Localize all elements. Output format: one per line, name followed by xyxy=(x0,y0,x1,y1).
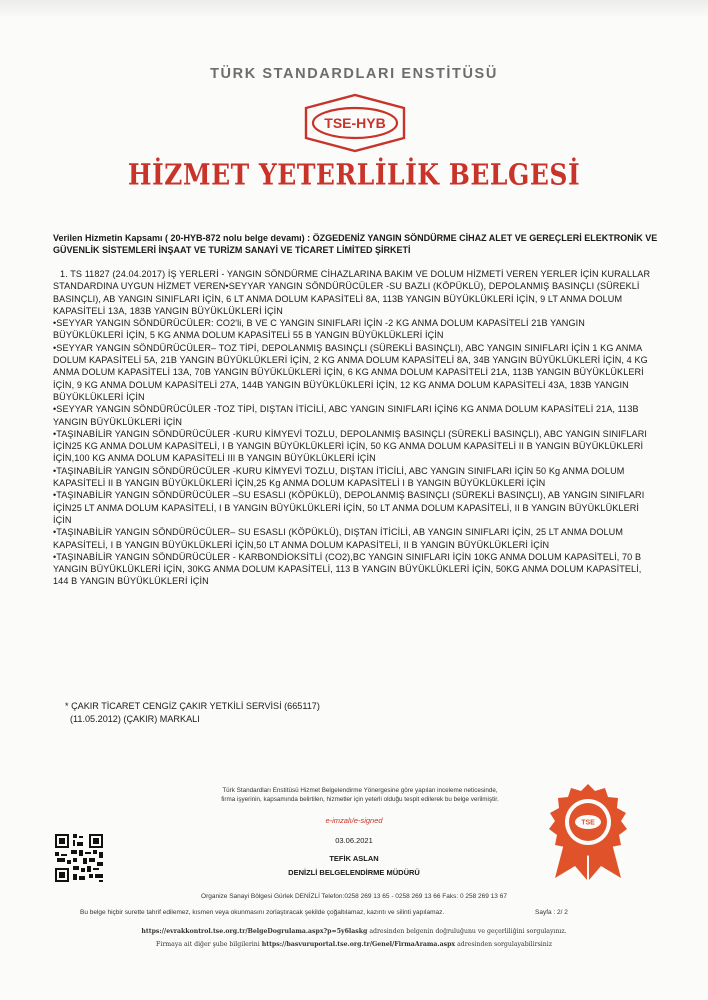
institute-name: TÜRK STANDARDLARI ENSTİTÜSÜ xyxy=(210,66,498,82)
scope-item: •TAŞINABİLİR YANGIN SÖNDÜRÜCÜLER -KURU KİMYEVİ TOZLU, DEPOLANMIŞ BASINÇLI (SÜREKLİ BASINÇLI), ABC YANGIN SINIFLARI İÇİN25 KG ANMA DOLUM KAPASİTELİ, I B YANGIN BÜYÜKLÜKLERİ İÇİN, 50 KG ANMA DOLUM KAPASİTELİ II B YANGIN BÜYÜKLÜKLERİ İÇİN,100 KG ANMA DOLUM KAPASİTELİ III B YANGIN BÜYÜKLÜKLERİ İÇİN xyxy=(53,428,648,464)
statement-line: Türk Standardları Enstitüsü Hizmet Belgelendirme Yönergesine göre yapılan inceleme neticesinde, xyxy=(222,787,498,794)
statement-line: firma işyerinin, kapsamında belirtilen, hizmetler için yeterli olduğu tespit edilerek bu belge verilmiştir. xyxy=(221,796,499,803)
tamper-warning: Bu belge hiçbir surette tahrif edilemez, kısmen veya okunmasını zorlaştıracak şekilde çoğaltılamaz, kazıntı ve silinti yapılamaz. xyxy=(80,909,445,916)
branch-info-prefix: Firmaya ait diğer şube bilgilerini xyxy=(156,941,262,948)
scope-item: •TAŞINABİLİR YANGIN SÖNDÜRÜCÜLER –SU ESASLI (KÖPÜKLÜ), DEPOLANMIŞ BASINÇLI (SÜREKLİ BASINÇLI), AB YANGIN SINIFLARI İÇİN25 LT ANMA DOLUM KAPASİTELİ, I B YANGIN BÜYÜKLÜKLERİ İÇİN, 50 LT ANMA DOLUM KAPASİTELİ, II B YANGIN BÜYÜKLÜKLERİ İÇİN xyxy=(53,490,645,525)
certification-statement xyxy=(120,786,600,804)
scope-item: •SEYYAR YANGIN SÖNDÜRÜCÜLER -TOZ TİPİ, DIŞTAN İTİCİLİ, ABC YANGIN SINIFLARI İÇİN6 KG ANMA DOLUM KAPASİTELİ 21A, 113B YANGIN BÜYÜKLÜKLERİ İÇİN xyxy=(53,404,639,427)
verification-text: adresinden belgenin doğruluğunu ve geçerliliğini sorgulayınız. xyxy=(367,928,567,935)
tse-seal-icon xyxy=(543,782,633,882)
scope-item: •SEYYAR YANGIN SÖNDÜRÜCÜLER– TOZ TİPİ, DEPOLANMIŞ BASINÇLI (SÜREKLİ BASINÇLI), ABC YANGIN SINIFLARI İÇİN 1 KG ANMA DOLUM KAPASİTELİ 5A, 21B YANGIN BÜYÜKLÜKLERİ İÇİN, 2 KG ANMA DOLUM KAPASİTELİ 8A, 34B YANGIN BÜYÜKLÜKLERİ İÇİN, 4 KG ANMA DOLUM KAPASİTELİ 13A, 70B YANGIN BÜYÜKLÜKLERİ İÇİN, 6 KG ANMA DOLUM KAPASİTELİ 21A, 113B YANGIN BÜYÜKLÜKLERİ İÇİN, 9 KG ANMA DOLUM KAPASİTELİ 27A, 144B YANGIN BÜYÜKLÜKLERİ İÇİN, 12 KG ANMA DOLUM KAPASİTELİ 43A, 183B YANGIN BÜYÜKLÜKLERİ İÇİN xyxy=(53,342,648,402)
scope-item: •TAŞINABİLİR YANGIN SÖNDÜRÜCÜLER– SU ESASLI (KÖPÜKLÜ), DIŞTAN İTİCİLİ, AB YANGIN SINIFLARI İÇİN, 25 LT ANMA DOLUM KAPASİTELİ, I B YANGIN BÜYÜKLÜKLERİ İÇİN,50 LT ANMA DOLUM KAPASİTELİ, II B YANGIN BÜYÜKLÜKLERİ İÇİN xyxy=(53,527,624,550)
signer-name: TEFİK ASLAN xyxy=(329,854,379,863)
qr-code-icon xyxy=(53,832,105,884)
scope-item: 1. TS 11827 (24.04.2017) İŞ YERLERİ - YANGIN SÖNDÜRME CİHAZLARINA BAKIM VE DOLUM HİZMETİ VEREN YERLER İÇİN KURALLAR STANDARDINA UYGUN HİZMET VEREN•SEYYAR YANGIN SÖNDÜRÜCÜLER -SU BAZLI (KÖPÜKLÜ), DEPOLANMIŞ BASINÇLI (SÜREKLİ BASINÇLI), AB YANGIN SINIFLARI İÇİN, 6 LT ANMA DOLUM KAPASİTELİ 8A, 113B YANGIN BÜYÜKLÜKLERİ İÇİN, 9 LT ANMA DOLUM KAPASİTELİ 13A, 183B YANGIN BÜYÜKLÜKLERİ İÇİN xyxy=(53,269,651,316)
supplier-line: (11.05.2012) (ÇAKIR) MARKALI xyxy=(70,714,200,724)
page-value: 2/ 2 xyxy=(557,909,568,916)
signer-office: DENİZLİ BELGELENDİRME MÜDÜRÜ xyxy=(288,868,420,877)
office-address: Organize Sanayi Bölgesi Gürlek DENİZLİ Telefon:0258 269 13 65 - 0258 269 13 66 Faks: 0 258 269 13 67 xyxy=(201,893,507,900)
logo-text: TSE-HYB xyxy=(324,115,386,131)
branch-info-line xyxy=(0,941,708,948)
svg-text:TSE: TSE xyxy=(581,819,595,827)
page-top-shadow xyxy=(0,0,708,18)
supplier-line: * ÇAKIR TİCARET CENGİZ ÇAKIR YETKİLİ SERVİSİ (665117) xyxy=(65,701,320,711)
esign-label: e-imzalı/e-signed xyxy=(325,816,383,825)
issue-date: 03.06.2021 xyxy=(335,836,373,845)
page-number xyxy=(535,909,568,916)
tse-hyb-logo xyxy=(300,92,410,154)
firm-search-link[interactable]: https://basvuruportal.tse.org.tr/Genel/FirmaArama.aspx xyxy=(261,941,456,948)
verification-link[interactable]: https://evrakkontrol.tse.org.tr/BelgeDogrulama.aspx?p=5y6laskg xyxy=(141,928,368,935)
supplier-note xyxy=(65,700,625,726)
scope-body xyxy=(53,268,653,588)
scope-item: •SEYYAR YANGIN SÖNDÜRÜCÜLER: CO2'li, B VE C YANGIN SINIFLARI İÇİN -2 KG ANMA DOLUM KAPASİTELİ 21B YANGIN BÜYÜKLÜKLERİ İÇİN, 5 KG ANMA DOLUM KAPASİTELİ 55 B YANGIN BÜYÜKLÜKLERİ İÇİN xyxy=(53,318,585,341)
verification-line xyxy=(0,928,708,935)
certificate-title: HİZMET YETERLİLİK BELGESİ xyxy=(127,157,581,192)
scope-item: •TAŞINABİLİR YANGIN SÖNDÜRÜCÜLER -KURU KİMYEVİ TOZLU, DIŞTAN İTİCİLİ, ABC YANGIN SINIFLARI İÇİN 50 Kg ANMA DOLUM KAPASİTELİ II B YANGIN BÜYÜKLÜKLERİ İÇİN,25 Kg ANMA DOLUM KAPASİTELİ I B YANGIN BÜYÜKLÜKLERİ İÇİN xyxy=(53,465,625,489)
branch-info-suffix: adresinden sorgulayabilirsiniz xyxy=(455,941,552,948)
scope-heading: Verilen Hizmetin Kapsamı ( 20-HYB-872 nolu belge devamı) : ÖZGEDENİZ YANGIN SÖNDÜRME CİHAZ ALET VE GEREÇLERİ ELEKTRONİK VE GÜVENLİK SİSTEMLERİ İNŞAAT VE TURİZM SANAYİ VE TİCARET LİMİTED ŞİRKETİ xyxy=(53,233,658,255)
page-label: Sayfa : xyxy=(535,909,556,916)
scope-item: •TAŞINABİLİR YANGIN SÖNDÜRÜCÜLER - KARBONDİOKSİTLİ (CO2),BC YANGIN SINIFLARI İÇİN 10KG ANMA DOLUM KAPASİTELİ, 70 B YANGIN BÜYÜKLÜKLERİ İÇİN, 30KG ANMA DOLUM KAPASİTELİ, 113 B YANGIN BÜYÜKLÜKLERİ İÇİN, 50KG ANMA DOLUM KAPASİTELİ, 144 B YANGIN BÜYÜKLÜKLERİ İÇİN xyxy=(53,551,642,587)
